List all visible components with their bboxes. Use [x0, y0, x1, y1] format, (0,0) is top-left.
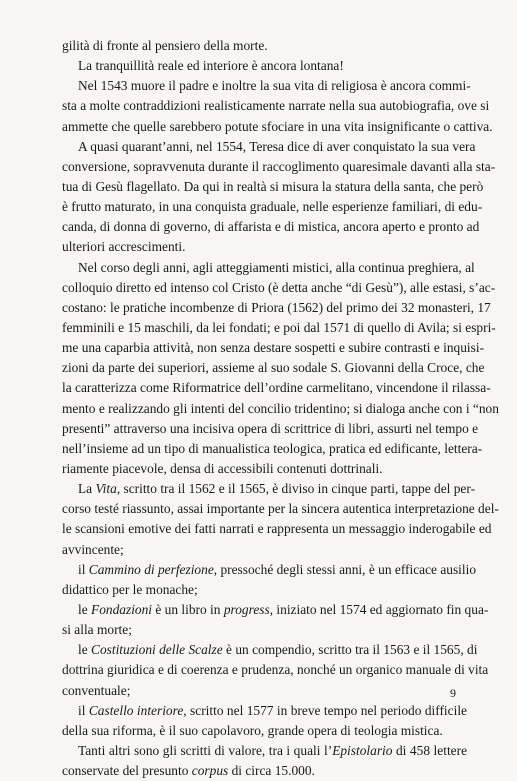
- text-line: dottrina giuridica e di coerenza e prudenza, nonché un organico manuale di vita: [62, 662, 489, 678]
- text-line: zioni da parte dei superiori, assieme al suo sodale S. Giovanni della Croce, che: [62, 360, 485, 376]
- text-line: colloquio diretto ed intenso col Cristo (è detta anche “di Gesù”), alle estasi, s’ac-: [62, 279, 496, 295]
- text-line: conventuale;: [62, 682, 131, 698]
- text-line: nell’insieme ad un tipo di manualistica teologica, pratica ed edificante, lettera-: [62, 440, 483, 456]
- text-line: si alla morte;: [62, 622, 132, 638]
- text-line: ammette che quelle sarebbero potute sfociare in una vita insignificante o cattiva.: [62, 118, 493, 134]
- text-line: il Castello interiore, scritto nel 1577 in breve tempo nel periodo difficile: [78, 702, 467, 718]
- page-number: 9: [450, 686, 456, 700]
- text-line: Nel corso degli anni, agli atteggiamenti mistici, alla continua preghiera, al: [78, 259, 475, 275]
- text-line: conversione, sopravvenuta durante il raccoglimento quaresimale davanti alla sta-: [62, 158, 496, 174]
- text-line: mento e realizzando gli intenti del concilio tridentino; si dialoga anche con i “non: [62, 400, 499, 416]
- text-line: della sua riforma, è il suo capolavoro, grande opera di teologia mistica.: [62, 722, 443, 738]
- text-line: Nel 1543 muore il padre e inoltre la sua vita di religiosa è ancora commi-: [78, 78, 471, 94]
- text-line: le Fondazioni è un libro in progress, iniziato nel 1574 ed aggiornato fin qua-: [78, 601, 489, 617]
- text-line: il Cammino di perfezione, pressoché degli stessi anni, è un efficace ausilio: [78, 561, 477, 577]
- text-line: costano: le pratiche incombenze di Priora (1562) del primo dei 32 monasteri, 17: [62, 299, 491, 315]
- text-line: sta a molte contraddizioni realisticamente narrate nella sua autobiografia, ove si: [62, 98, 490, 114]
- text-line: tua di Gesù flagellato. Da qui in realtà si misura la statura della santa, che però: [62, 178, 484, 194]
- text-line: è frutto maturato, in una conquista graduale, nelle esperienze familiari, di edu-: [62, 199, 483, 215]
- text-line: presenti” attraverso una incisiva opera di scrittrice di libri, assurti nel tempo e: [62, 420, 479, 436]
- text-line: la caratterizza come Riformatrice dell’ordine carmelitano, vincendone il rilassa-: [62, 380, 491, 396]
- text-line: conservate del presunto corpus di circa 15.000.: [62, 763, 315, 779]
- text-line: le Costituzioni delle Scalze è un compendio, scritto tra il 1563 e il 1565, di: [78, 642, 478, 658]
- text-line: La Vita, scritto tra il 1562 e il 1565, è diviso in cinque parti, tappe del per-: [78, 481, 476, 497]
- text-line: le scansioni emotive dei fatti narrati e rappresenta un messaggio inderogabile ed: [62, 521, 492, 537]
- text-line: femminili e 15 maschili, da lei fondati; e poi dal 1571 di quello di Avila; si espri-: [62, 319, 496, 335]
- text-line: me una caparbia attività, non senza destare sospetti e subire contrasti e inquisi-: [62, 340, 485, 356]
- text-line: riamente piacevole, densa di accessibili contenuti dottrinali.: [62, 460, 383, 476]
- text-line: didattico per le monache;: [62, 581, 198, 597]
- text-line: A quasi quarant’anni, nel 1554, Teresa dice di aver conquistato la sua vera: [78, 138, 476, 154]
- text-line: corso testé riassunto, assai importante per la sincera autentica interpretazione del-: [62, 501, 499, 517]
- page-body: [62, 36, 499, 781]
- text-line: La tranquillità reale ed interiore è ancora lontana!: [78, 58, 344, 74]
- text-line: gilità di fronte al pensiero della morte.: [62, 38, 268, 53]
- text-line: avvincente;: [62, 541, 124, 557]
- text-line: Tanti altri sono gli scritti di valore, tra i quali l’Epistolario di 458 lettere: [78, 742, 468, 758]
- text-line: canda, di donna di governo, di affarista e di mistica, ancora aperto e pronto ad: [62, 219, 480, 235]
- text-line: ulteriori accrescimenti.: [62, 239, 186, 255]
